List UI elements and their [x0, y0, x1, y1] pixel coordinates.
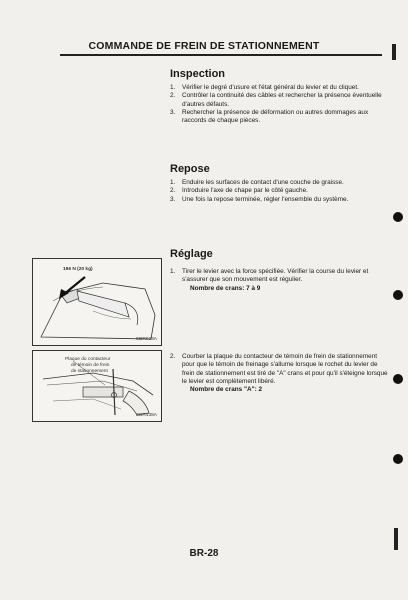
force-label: 196 N (20 kg): [63, 267, 93, 272]
edge-mark-top: [392, 44, 396, 60]
repose-title: Repose: [170, 163, 210, 175]
header-rule: [60, 54, 382, 56]
binder-hole-dot: [393, 454, 403, 464]
list-item: 1. Enduire les surfaces de contact d'une couche de graisse.: [170, 179, 344, 186]
inspection-steps: [170, 84, 386, 125]
list-item: 3. Une fois la repose terminée, régler l'ensemble du système.: [170, 195, 349, 203]
switch-plate-label-line-2: de témoin de frein: [71, 363, 110, 368]
binder-hole-dot: [393, 290, 403, 300]
figure-lever-force: [32, 258, 162, 346]
figure-code: SBR023A: [135, 337, 157, 342]
list-item: 1. Vérifier le degré d'usure et l'état général du levier et du cliquet.: [170, 84, 359, 91]
figure-code: SBR438A: [135, 413, 157, 418]
inspection-title: Inspection: [170, 68, 226, 80]
lever-illustration: [33, 259, 161, 345]
page-title: COMMANDE DE FREIN DE STATIONNEMENT: [88, 40, 320, 52]
page-number: BR-28: [189, 548, 219, 559]
list-item: 3. Rechercher la présence de déformation ou autres dommages aux raccords de chaque pièces.: [170, 108, 369, 125]
list-item: 2. Courber la plaque du contacteur de témoin de frein de stationnement pour que le témoin de freinage s'allume lorsque le rochet du levier de frein de stationnement est tiré de "A" crans et pour qu'il s'éteigne lorsque le levier est complètement libéré. Nombre de crans "A": 2: [170, 353, 390, 394]
repose-steps: [170, 179, 386, 204]
list-item: 1. Tirer le levier avec la force spécifiée. Vérifier la course du levier et s'assurer que son mouvement est régulier. Nombre de crans: 7 à 9: [170, 268, 390, 293]
spec-value: Nombre de crans "A": 2: [190, 386, 263, 394]
spec-value: Nombre de crans: 7 à 9: [190, 284, 261, 292]
binder-hole-dot: [393, 374, 403, 384]
switch-plate-label-line-1: Plaque du contacteur: [65, 357, 111, 362]
reglage-step-1: [170, 268, 390, 293]
reglage-title: Réglage: [170, 248, 213, 260]
binder-hole-dot: [393, 212, 403, 222]
list-item: 2. Introduire l'axe de chape par le côté gauche.: [170, 187, 308, 195]
edge-mark-bottom: [394, 528, 398, 550]
figure-switch-plate: [32, 350, 162, 422]
switch-plate-label-line-3: de stationnement: [71, 369, 108, 374]
reglage-step-2: [170, 353, 390, 394]
list-item: 2. Contrôler la continuité des câbles et rechercher la présence éventuelle d'autres défauts.: [170, 92, 382, 108]
